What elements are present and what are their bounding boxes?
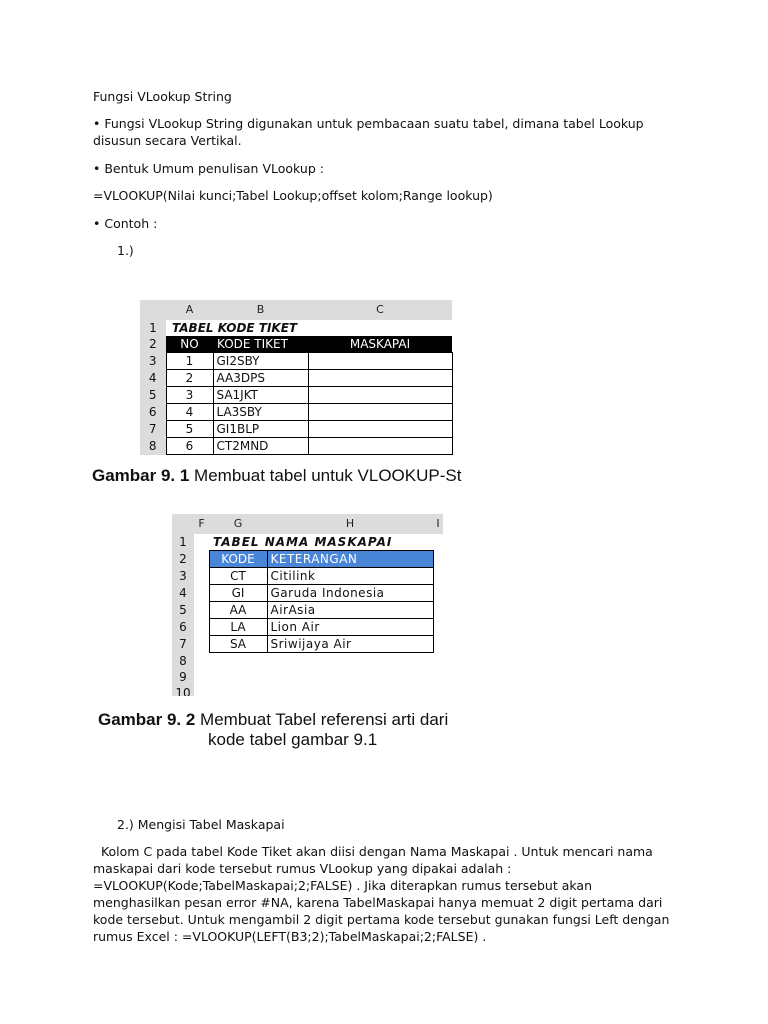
row-number: 8	[172, 653, 194, 670]
bullet-definition: • Fungsi VLookup String digunakan untuk pembacaan suatu tabel, dimana tabel Lookup disusun secara Vertikal.	[93, 116, 644, 148]
table-row	[140, 404, 452, 421]
row-number: 3	[140, 353, 166, 370]
caption-text: Membuat tabel untuk VLOOKUP-St	[189, 466, 462, 485]
row-number: 2	[172, 551, 194, 568]
cell-maskapai	[308, 370, 452, 387]
table-row	[172, 636, 443, 653]
cell-kode: AA3DPS	[213, 370, 308, 387]
explanation-paragraph: Kolom C pada tabel Kode Tiket akan diisi dengan Nama Maskapai . Untuk mencari nama maskapai dari kode tersebut rumus VLookup yang dipakai adalah : =VLOOKUP(Kode;TabelMaskapai;2;FALSE) . Jika diterapkan rumus tersebut akan menghasilkan pesan error #NA, karena TabelMaskapai hanya memuat 2 digit pertama dari kode tersebut. Untuk mengambil 2 digit pertama kode tersebut gunakan fungsi Left dengan rumus Excel : =VLOOKUP(LEFT(B3;2);TabelMaskapai;2;FALSE) .	[93, 844, 674, 944]
cell-kode: SA1JKT	[213, 387, 308, 404]
cell-keterangan: Garuda Indonesia	[267, 585, 433, 602]
cell-maskapai	[308, 353, 452, 370]
corner-cell	[140, 300, 166, 320]
column-header: I	[433, 514, 443, 534]
table-row	[172, 585, 443, 602]
table-row	[172, 602, 443, 619]
caption-number: Gambar 9. 2	[98, 710, 196, 729]
cell-keterangan: Lion Air	[267, 619, 433, 636]
cell-kode: SA	[209, 636, 267, 653]
cell-no: 2	[166, 370, 213, 387]
row-number: 2	[140, 336, 166, 353]
table-row	[140, 353, 452, 370]
cell-maskapai	[308, 438, 452, 455]
column-header: C	[308, 300, 452, 320]
nama-maskapai-spreadsheet	[172, 514, 443, 696]
formula-syntax: =VLOOKUP(Nilai kunci;Tabel Lookup;offset kolom;Range lookup)	[93, 188, 493, 203]
table-row	[172, 619, 443, 636]
cell-kode: AA	[209, 602, 267, 619]
cell-keterangan: AirAsia	[267, 602, 433, 619]
column-header: G	[209, 514, 267, 534]
row-number: 9	[172, 669, 194, 685]
corner-cell	[172, 514, 194, 534]
row-number: 4	[172, 585, 194, 602]
cell-keterangan: Citilink	[267, 568, 433, 585]
caption-number: Gambar 9. 1	[92, 466, 190, 485]
row-number: 10	[172, 685, 194, 696]
table-title: TABEL KODE TIKET	[172, 321, 298, 335]
cell-kode: GI1BLP	[213, 421, 308, 438]
table-title: TABEL NAMA MASKAPAI	[213, 535, 393, 549]
row-number: 6	[140, 404, 166, 421]
example-item-1: 1.)	[117, 243, 134, 258]
cell-kode: GI	[209, 585, 267, 602]
table-row	[140, 370, 452, 387]
row-number: 3	[172, 568, 194, 585]
cell-maskapai	[308, 387, 452, 404]
row-number: 8	[140, 438, 166, 455]
cell-no: 6	[166, 438, 213, 455]
cell-no: 5	[166, 421, 213, 438]
row-number: 5	[140, 387, 166, 404]
cell-no: 3	[166, 387, 213, 404]
cell-keterangan: Sriwijaya Air	[267, 636, 433, 653]
kode-tiket-spreadsheet	[140, 300, 453, 455]
table-row	[140, 438, 452, 455]
figure-caption-9-2-line2: kode tabel gambar 9.1	[208, 730, 378, 749]
row-number: 6	[172, 619, 194, 636]
row-number: 5	[172, 602, 194, 619]
cell-no: 4	[166, 404, 213, 421]
example-item-2: 2.) Mengisi Tabel Maskapai	[117, 817, 285, 832]
cell-kode: GI2SBY	[213, 353, 308, 370]
row-number: 1	[172, 534, 194, 551]
cell-kode: LA	[209, 619, 267, 636]
header-no: NO	[180, 337, 199, 351]
cell-kode: CT2MND	[213, 438, 308, 455]
row-number: 7	[172, 636, 194, 653]
header-kode: KODE	[209, 551, 267, 568]
bullet-example: • Contoh :	[93, 216, 158, 231]
column-header: B	[213, 300, 308, 320]
table-row	[140, 387, 452, 404]
row-number: 1	[140, 320, 166, 336]
figure-caption-9-1	[92, 466, 461, 486]
cell-maskapai	[308, 404, 452, 421]
cell-no: 1	[166, 353, 213, 370]
column-header: A	[166, 300, 213, 320]
header-kode-tiket: KODE TIKET	[217, 337, 288, 351]
cell-kode: CT	[209, 568, 267, 585]
column-header: H	[267, 514, 433, 534]
row-number: 7	[140, 421, 166, 438]
cell-kode: LA3SBY	[213, 404, 308, 421]
bullet-general-form: • Bentuk Umum penulisan VLookup :	[93, 161, 324, 176]
cell-maskapai	[308, 421, 452, 438]
header-maskapai: MASKAPAI	[349, 337, 411, 351]
table-row	[140, 421, 452, 438]
table-row	[172, 568, 443, 585]
page-title: Fungsi VLookup String	[93, 89, 232, 104]
figure-caption-9-2	[98, 710, 448, 730]
row-number: 4	[140, 370, 166, 387]
caption-text: Membuat Tabel referensi arti dari	[195, 710, 449, 729]
column-header: F	[194, 514, 209, 534]
header-keterangan: KETERANGAN	[267, 551, 433, 568]
